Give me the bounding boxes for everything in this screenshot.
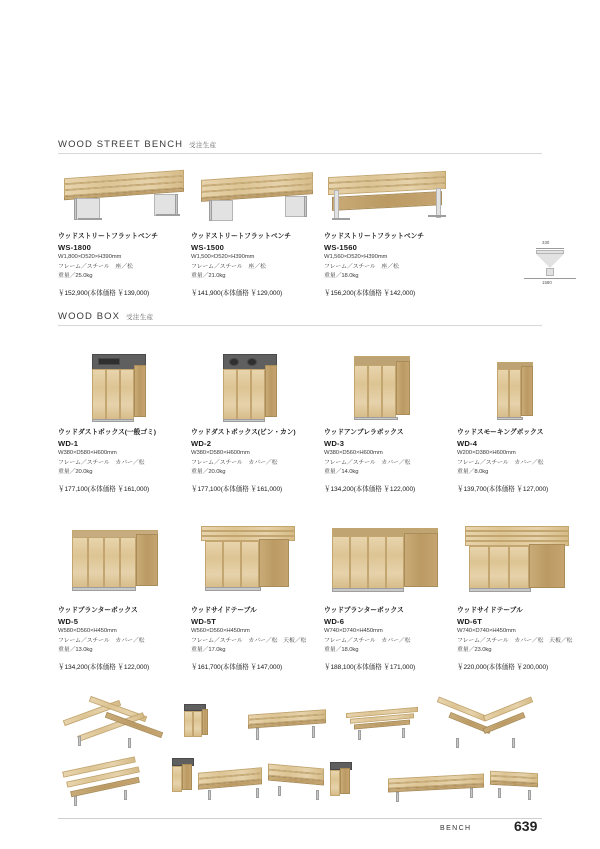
product-weight: 重量／23.0kg (457, 647, 492, 654)
product-card-wd-6t[interactable] (457, 512, 585, 673)
product-card-wd-5[interactable] (58, 512, 186, 673)
product-price: ￥177,100(本体価格 ￥161,000) (191, 485, 283, 493)
product-price: ￥156,200(本体価格 ￥142,000) (324, 289, 416, 297)
product-name: ウッドストリートフラットベンチ (324, 233, 424, 240)
layout-thumbnail-8 (386, 762, 542, 810)
section-note: 受注生産 (126, 314, 154, 321)
product-size: W740×D740×H450mm (457, 628, 516, 635)
product-material: フレーム／スチール カバー／松 (324, 459, 411, 466)
product-price: ￥134,200(本体価格 ￥122,000) (324, 485, 416, 493)
section-divider-1 (58, 153, 542, 154)
page-number: 639 (514, 818, 538, 834)
product-name: ウッドアンブレラボックス (324, 429, 404, 436)
layout-thumbnail-3 (246, 704, 330, 750)
product-size: W1,800×D520×H390mm (58, 254, 122, 261)
product-code: WS-1800 (58, 242, 92, 252)
product-weight: 重量／25.0kg (58, 273, 93, 280)
product-name: ウッドストリートフラットベンチ (191, 233, 291, 240)
product-image-wd-6t (457, 512, 585, 602)
footer-divider (58, 818, 542, 819)
product-size: W380×D580×H600mm (191, 450, 250, 457)
layout-thumbnail-7 (164, 756, 364, 812)
product-name: ウッドダストボックス(一般ゴミ) (58, 429, 156, 436)
product-weight: 重量／20.0kg (58, 469, 93, 476)
product-image-wd-6 (324, 512, 452, 602)
product-image-wd-3 (324, 332, 452, 424)
product-weight: 重量／20.0kg (191, 469, 226, 476)
product-price: ￥152,900(本体価格 ￥139,000) (58, 289, 150, 297)
product-weight: 重量／17.0kg (191, 647, 226, 654)
product-code: WS-1500 (191, 242, 225, 252)
product-card-ws-1560[interactable] (324, 160, 484, 299)
product-row-2 (58, 512, 573, 682)
product-name: ウッドプランターボックス (58, 607, 138, 614)
layout-thumbnail-5 (432, 694, 542, 752)
section-note: 受注生産 (189, 142, 217, 149)
product-size: W740×D740×H450mm (324, 628, 383, 635)
product-material: フレーム／スチール 座／松 (191, 263, 266, 270)
product-image-ws-1560 (324, 160, 484, 228)
product-price: ￥188,100(本体価格 ￥171,000) (324, 663, 416, 671)
product-row-0 (58, 160, 560, 300)
product-card-wd-2[interactable] (191, 332, 319, 495)
product-weight: 重量／13.0kg (58, 647, 93, 654)
dimension-diagram-ws-1560 (522, 240, 582, 286)
product-card-ws-1500[interactable] (191, 160, 319, 299)
product-name: ウッドダストボックス(ビン・カン) (191, 429, 296, 436)
product-image-wd-2 (191, 332, 319, 424)
product-image-ws-1800 (58, 160, 186, 228)
product-card-ws-1800[interactable] (58, 160, 186, 299)
product-name: ウッドサイドテーブル (457, 607, 523, 614)
product-price: ￥161,700(本体価格 ￥147,000) (191, 663, 283, 671)
product-code: WD-5T (191, 616, 217, 626)
product-name: ウッドプランターボックス (324, 607, 404, 614)
product-code: WD-6 (324, 616, 345, 626)
product-code: WS-1560 (324, 242, 358, 252)
section-header-wood-street-bench (58, 139, 216, 150)
footer-category-label: BENCH (440, 825, 472, 832)
product-material: フレーム／スチール 座／松 (324, 263, 399, 270)
product-image-wd-5 (58, 512, 186, 602)
product-code: WD-5 (58, 616, 79, 626)
product-material: フレーム／スチール 座／松 (58, 263, 133, 270)
section-divider-2 (58, 325, 542, 326)
product-size: W1,560×D520×H390mm (324, 254, 388, 261)
dimension-top-value: 330 (542, 240, 550, 245)
section-header-wood-box (58, 311, 153, 322)
section-title: WOOD BOX (58, 311, 121, 322)
product-price: ￥134,200(本体価格 ￥122,000) (58, 663, 150, 671)
product-image-ws-1500 (191, 160, 319, 228)
product-name: ウッドサイドテーブル (191, 607, 257, 614)
product-name: ウッドスモーキングボックス (457, 429, 544, 436)
product-card-wd-1[interactable] (58, 332, 186, 495)
product-material: フレーム／スチール カバー／松 天板／松 (191, 637, 307, 644)
product-size: W1,500×D520×H390mm (191, 254, 255, 261)
section-title: WOOD STREET BENCH (58, 139, 184, 150)
product-card-wd-4[interactable] (457, 332, 585, 495)
product-price: ￥177,100(本体価格 ￥161,000) (58, 485, 150, 493)
product-material: フレーム／スチール カバー／松 (191, 459, 278, 466)
product-code: WD-6T (457, 616, 483, 626)
product-weight: 重量／18.0kg (324, 647, 359, 654)
product-size: W200×D380×H600mm (457, 450, 516, 457)
product-price: ￥141,900(本体価格 ￥129,000) (191, 289, 283, 297)
product-material: フレーム／スチール カバー／松 (58, 459, 145, 466)
product-weight: 重量／21.0kg (191, 273, 226, 280)
dimension-bottom-value: 1580 (542, 280, 552, 285)
product-code: WD-1 (58, 438, 79, 448)
product-material: フレーム／スチール カバー／松 (457, 459, 544, 466)
layout-thumbnail-4 (340, 700, 424, 750)
product-size: W580×D560×H450mm (58, 628, 117, 635)
layout-thumbnail-2 (176, 700, 236, 750)
layout-thumbnail-6 (58, 758, 154, 810)
product-image-wd-4 (457, 332, 585, 424)
product-material: フレーム／スチール カバー／松 (324, 637, 411, 644)
product-size: W380×D560×H600mm (324, 450, 383, 457)
product-card-wd-6[interactable] (324, 512, 452, 673)
product-size: W380×D580×H600mm (58, 450, 117, 457)
product-row-1 (58, 332, 560, 492)
product-material: フレーム／スチール カバー／松 天板／松 (457, 637, 573, 644)
product-weight: 重量／18.0kg (324, 273, 359, 280)
product-price: ￥220,000(本体価格 ￥200,000) (457, 663, 549, 671)
product-weight: 重量／8.0kg (457, 469, 489, 476)
product-weight: 重量／14.0kg (324, 469, 359, 476)
product-name: ウッドストリートフラットベンチ (58, 233, 158, 240)
product-material: フレーム／スチール カバー／松 (58, 637, 145, 644)
product-code: WD-2 (191, 438, 212, 448)
product-card-wd-5t[interactable] (191, 512, 319, 673)
product-code: WD-4 (457, 438, 478, 448)
product-size: W560×D560×H450mm (191, 628, 250, 635)
layout-thumbnail-1 (58, 692, 188, 754)
product-image-wd-1 (58, 332, 186, 424)
product-image-wd-5t (191, 512, 319, 602)
product-card-wd-3[interactable] (324, 332, 452, 495)
product-price: ￥139,700(本体価格 ￥127,000) (457, 485, 549, 493)
product-code: WD-3 (324, 438, 345, 448)
